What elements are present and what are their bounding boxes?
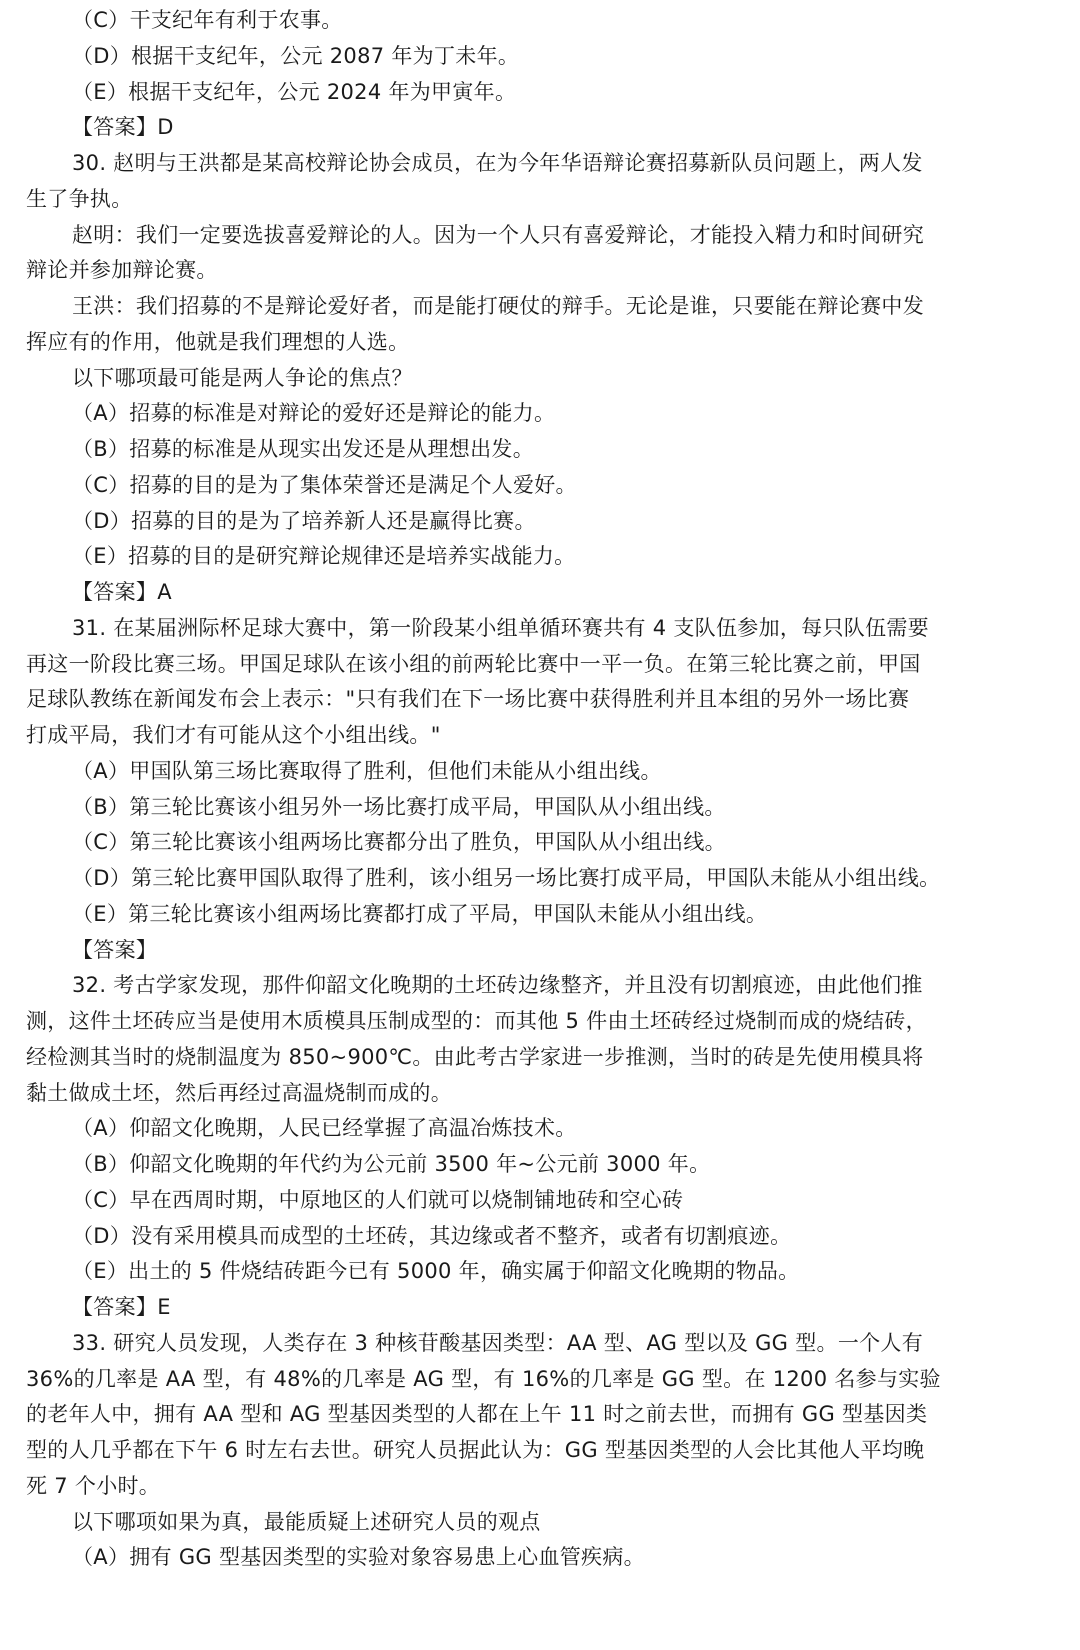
text-line: （C）早在西周时期，中原地区的人们就可以烧制铺地砖和空心砖 bbox=[72, 1187, 684, 1212]
text-line: 【答案】D bbox=[72, 115, 174, 140]
text-line: 30. 赵明与王洪都是某高校辩论协会成员，在为今年华语辩论赛招募新队员问题上，两人发 bbox=[72, 151, 923, 175]
text-line: 经检测其当时的烧制温度为 850~900℃。由此考古学家进一步推测，当时的砖是先使用模具将 bbox=[26, 1044, 924, 1069]
text-line: （A）仰韶文化晚期，人民已经掌握了高温冶炼技术。 bbox=[72, 1116, 577, 1141]
text-line: 【答案】A bbox=[72, 580, 172, 604]
text-line: 以下哪项最可能是两人争论的焦点？ bbox=[72, 365, 413, 390]
text-line: 【答案】 bbox=[72, 937, 158, 962]
text-line: 足球队教练在新闻发布会上表示："只有我们在下一场比赛中获得胜利并且本组的另外一场比赛 bbox=[26, 687, 910, 712]
text-line: （E）招募的目的是研究辩论规律还是培养实战能力。 bbox=[72, 544, 576, 569]
text-line: 以下哪项如果为真，最能质疑上述研究人员的观点 bbox=[72, 1509, 541, 1534]
text-line: 打成平局，我们才有可能从这个小组出线。" bbox=[26, 723, 441, 747]
text-line: （E）出土的 5 件烧结砖距今已有 5000 年，确实属于仰韶文化晚期的物品。 bbox=[72, 1259, 800, 1284]
text-line: 赵明：我们一定要选拔喜爱辩论的人。因为一个人只有喜爱辩论，才能投入精力和时间研究 bbox=[72, 222, 924, 247]
text-line: （A）招募的标准是对辩论的爱好还是辩论的能力。 bbox=[72, 401, 556, 426]
text-line: 36%的几率是 AA 型，有 48%的几率是 AG 型，有 16%的几率是 GG 型。在 1200 名参与实验 bbox=[26, 1366, 941, 1391]
text-line: （B）招募的标准是从现实出发还是从理想出发。 bbox=[72, 437, 535, 461]
text-line: （E）第三轮比赛该小组两场比赛都打成了平局，甲国队未能从小组出线。 bbox=[72, 901, 768, 926]
text-line: 的老年人中，拥有 AA 型和 AG 型基因类型的人都在上午 11 时之前去世，而拥有 GG 型基因类 bbox=[26, 1402, 928, 1427]
text-line: 王洪：我们招募的不是辩论爱好者，而是能打硬仗的辩手。无论是谁，只要能在辩论赛中发 bbox=[72, 294, 924, 318]
text-line: 死 7 个小时。 bbox=[26, 1473, 161, 1498]
text-line: （B）仰韶文化晚期的年代约为公元前 3500 年~公元前 3000 年。 bbox=[72, 1152, 711, 1176]
text-line: 31. 在某届洲际杯足球大赛中，第一阶段某小组单循环赛共有 4 支队伍参加，每只队伍需要 bbox=[72, 615, 929, 640]
text-line: （D）第三轮比赛甲国队取得了胜利，该小组另一场比赛打成平局，甲国队未能从小组出线。 bbox=[72, 866, 941, 890]
text-line: 辩论并参加辩论赛。 bbox=[26, 258, 218, 283]
text-line: （C）招募的目的是为了集体荣誉还是满足个人爱好。 bbox=[72, 472, 577, 497]
text-line: （E）根据干支纪年，公元 2024 年为甲寅年。 bbox=[72, 79, 517, 104]
text-line: （A）甲国队第三场比赛取得了胜利，但他们未能从小组出线。 bbox=[72, 758, 662, 783]
text-line: 33. 研究人员发现，人类存在 3 种核苷酸基因类型：AA 型、AG 型以及 GG 型。一个人有 bbox=[72, 1330, 924, 1355]
text-line: （A）拥有 GG 型基因类型的实验对象容易患上心血管疾病。 bbox=[72, 1545, 645, 1570]
text-line: 【答案】E bbox=[72, 1295, 171, 1319]
text-line: 黏土做成土坯，然后再经过高温烧制而成的。 bbox=[26, 1080, 452, 1105]
text-line: 型的人几乎都在下午 6 时左右去世。研究人员据此认为：GG 型基因类型的人会比其他人平均晚 bbox=[26, 1438, 925, 1462]
text-line: （B）第三轮比赛该小组另外一场比赛打成平局，甲国队从小组出线。 bbox=[72, 794, 726, 819]
text-line: 生了争执。 bbox=[26, 186, 133, 211]
text-line: 再这一阶段比赛三场。甲国足球队在该小组的前两轮比赛中一平一负。在第三轮比赛之前，甲国 bbox=[26, 651, 921, 676]
text-line: 32. 考古学家发现，那件仰韶文化晚期的土坯砖边缘整齐，并且没有切割痕迹，由此他们推 bbox=[72, 973, 923, 998]
text-line: （C）第三轮比赛该小组两场比赛都分出了胜负，甲国队从小组出线。 bbox=[72, 830, 726, 855]
text-line: 测，这件土坯砖应当是使用木质模具压制成型的：而其他 5 件由土坯砖经过烧制而成的烧结砖， bbox=[26, 1009, 927, 1033]
text-line: （D）根据干支纪年，公元 2087 年为丁未年。 bbox=[72, 43, 520, 68]
text-line: 挥应有的作用，他就是我们理想的人选。 bbox=[26, 329, 410, 354]
text-line: （D）没有采用模具而成型的土坯砖，其边缘或者不整齐，或者有切割痕迹。 bbox=[72, 1223, 792, 1248]
text-line: （D）招募的目的是为了培养新人还是赢得比赛。 bbox=[72, 508, 536, 533]
text-line: （C）干支纪年有利于农事。 bbox=[72, 8, 343, 32]
